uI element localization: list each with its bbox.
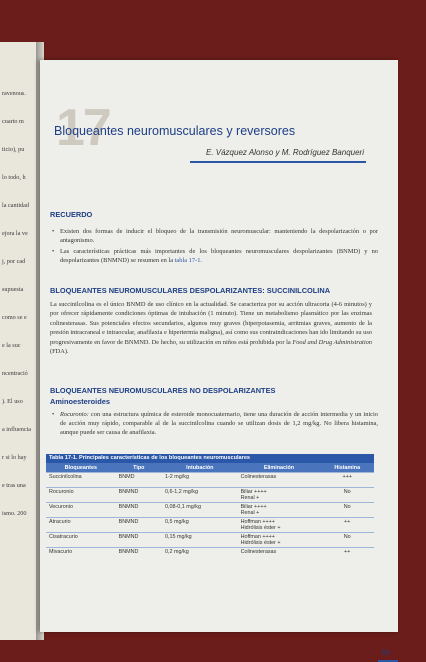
table-cell: Hoffman ++++ Hidrólisis éster + [238,518,321,533]
left-page-fragment: lo todo, h [2,174,26,181]
table-row [46,518,374,533]
left-page-fragment: como se e [2,314,27,321]
col-header-tipo: Tipo [116,463,162,473]
table-cell: BNMND [116,518,162,533]
table-cell: 0,6-1,2 mg/kg [162,488,238,503]
table-cell: No [320,488,374,503]
recuerdo-bullet-2: • Las características prácticas más importantes de los bloqueantes neuromusculares despolarizantes (BNMD) y no despolarizantes (BNMND) se resumen en la tabla 17-1. [52,248,378,264]
table-row [46,533,374,548]
table-cell: No [320,533,374,548]
title-rule [190,161,366,163]
left-page-fragment: r si lo hay [2,454,27,461]
left-page-fragment: ravenous. [2,90,26,97]
table-cell: +++ [320,473,374,488]
table-cell: BNMND [116,488,162,503]
table-cell: Biliar ++++ Renal + [238,503,321,518]
table-row [46,503,374,518]
left-page-fragment: supuesta [2,286,24,293]
table-cell: 0,08-0,1 mg/kg [162,503,238,518]
left-page-fragment: j, por cad [2,258,26,265]
left-page-fragment: cuarto m [2,118,24,125]
page-number: 65 [382,650,390,657]
table-link[interactable]: tabla 17-1. [174,257,202,264]
table-cell: Cisatracurio [46,533,116,548]
table-cell: Colinesterasas [238,548,321,563]
book-page [40,60,398,657]
table-cell: BNMND [116,503,162,518]
left-page-fragment: ncentració [2,370,28,377]
col-header-bloqueantes: Bloqueantes [46,463,116,473]
left-page-fragment: a influencia [2,426,32,433]
table-cell: Hoffman ++++ Hidrólisis éster + [238,533,321,548]
nodesp-heading: BLOQUEANTES NEUROMUSCULARES NO DESPOLARIZANTES [50,386,276,395]
table-row [46,473,374,488]
recuerdo-heading: RECUERDO [50,210,93,219]
col-header-intubacion: Intubación [162,463,238,473]
aminoesteroides-heading: Aminoesteroides [50,397,110,406]
table-cell: BNMND [116,548,162,563]
left-page-fragment: ). El uso [2,398,23,405]
table-cell: BNMD [116,473,162,488]
table-cell: 0,2 mg/kg [162,548,238,563]
table-cell: Atracurio [46,518,116,533]
table-cell: Biliar ++++ Renal + [238,488,321,503]
recuerdo-bullet-1: • Existen dos formas de inducir el bloqueo de la transmisión neuromuscular: manteniendo la despolarización o por antagonismo. [52,228,378,244]
chapter-title: Bloqueantes neuromusculares y reversores [54,124,296,138]
desp-paragraph: La succinilcolina es el único BNMD de uso clínico en la actualidad. Se caracteriza por su acción ultracorta (4-6 minutos) y por ofrecer rápidamente condiciones óptimas de intubación (1 minuto). Tiene un metabolismo plasmático por las enzimas colinesterasas. Sus potenciales efectos secundarios, algunos muy graves (hiperpotasemia, arritmias graves, aumento de la presión intracraneal e intraocular, anafilaxia e hipertermia maligna), así como sus contraindicaciones han ido limitando su uso progresivamente en favor de BNMND. De hecho, su utilización en niños está prohibida por la Food and Drug Administration (FDA). [50,301,373,356]
desp-heading: BLOQUEANTES NEUROMUSCULARES DESPOLARIZANTES: SUCCINILCOLINA [50,286,331,295]
left-page-fragment: la cantidad [2,202,29,209]
table-caption: Tabla 17-1. Principales características de los bloqueantes neuromusculares [46,454,374,463]
left-page-fragment: ticio), pu [2,146,25,153]
table-cell: ++ [320,548,374,563]
chapter-number: 17 [56,99,110,157]
table-cell: 0,15 mg/kg [162,533,238,548]
chapter-authors: E. Vázquez Alonso y M. Rodríguez Banqueri [205,148,364,157]
table-cell: 1-2 mg/kg [162,473,238,488]
col-header-histamina: Histamina [320,463,374,473]
table-cell: 0,5 mg/kg [162,518,238,533]
table-cell: ++ [320,518,374,533]
table-17-1 [46,454,374,562]
table-cell: BNMND [116,533,162,548]
table-row [46,548,374,563]
left-page-fragment: ismo. 200 [2,510,27,517]
left-page-fragment: ejora la ve [2,230,28,237]
table-row [46,488,374,503]
left-page-fragment: e tras una [2,482,26,489]
table-cell: Rocuronio [46,488,116,503]
table-cell: Succinilcolina [46,473,116,488]
table-cell: No [320,503,374,518]
table-cell: Vecuronio [46,503,116,518]
table-cell: Mivacurio [46,548,116,563]
left-page-fragment: e la suc [2,342,21,349]
table-cell: Colinesterasas [238,473,321,488]
rocuronio-bullet: • Rocuronio: con una estructura química de esteroide monocuaternario, tiene una duración de acción intermedia y un inicio de acción muy rápido, comparable al de la succinilcolina cuando se utilizan dosis de 1,2 mg/kg. No libera histamina, aunque puede ser causa de anafilaxia. [52,411,378,436]
col-header-eliminacion: Eliminación [238,463,321,473]
